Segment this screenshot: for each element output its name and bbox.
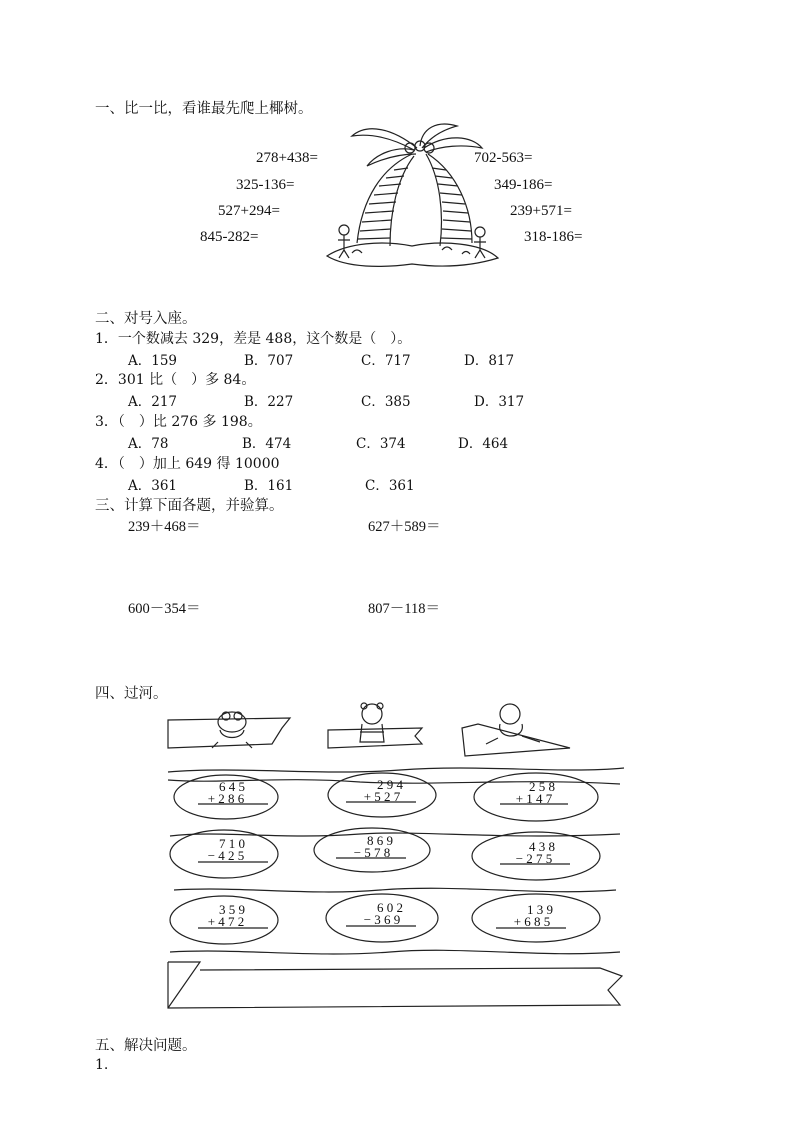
stone-7-bottom: + 4 7 2 [207, 914, 245, 929]
stone-7-top: 3 5 9 [219, 902, 245, 917]
calc-problem: 239＋468＝ [128, 519, 201, 535]
stone-2-bottom: + 5 2 7 [363, 789, 401, 804]
stone-6-top: 4 3 8 [529, 839, 555, 854]
stone-9-bottom: + 6 8 5 [513, 914, 551, 929]
question-text: 3．（ ）比 276 多 198。 [95, 414, 262, 430]
option-d: D．817 [464, 353, 515, 369]
section1-heading: 一、比一比，看谁最先爬上椰树。 [95, 101, 313, 117]
section5-heading: 五、解决问题。 [95, 1038, 197, 1054]
equation: 702-563= [474, 150, 533, 166]
option-c: C．361 [365, 478, 415, 494]
calc-problem: 807－118＝ [368, 601, 440, 617]
raft-middle [328, 728, 422, 748]
option-c: C．385 [361, 394, 411, 410]
question-text: 2．301 比（ ）多 84。 [95, 372, 256, 388]
stone-3-top: 2 5 8 [529, 779, 555, 794]
section4-heading: 四、过河。 [95, 686, 168, 702]
stone-1-bottom: + 2 8 6 [207, 791, 245, 806]
option-d: D．464 [458, 436, 509, 452]
stone-4-top: 7 1 0 [219, 836, 245, 851]
raft-right [462, 724, 570, 756]
section3-heading: 三、计算下面各题，并验算。 [95, 498, 284, 514]
problem-number: 1. [95, 1057, 109, 1073]
stone-5-top: 8 6 9 [367, 833, 393, 848]
equation: 527+294= [218, 203, 280, 219]
option-b: B．227 [244, 394, 294, 410]
option-b: B．161 [244, 478, 294, 494]
stone-8-top: 6 0 2 [377, 900, 403, 915]
option-a: A．361 [128, 478, 178, 494]
stone-6-bottom: − 2 7 5 [515, 851, 553, 866]
option-b: B．474 [242, 436, 292, 452]
option-b: B．707 [244, 353, 294, 369]
stone-1-top: 6 4 5 [219, 779, 245, 794]
option-c: C．374 [356, 436, 406, 452]
raft-left [168, 718, 290, 748]
question-text: 1．一个数减去 329，差是 488，这个数是（ ）。 [95, 331, 412, 347]
calc-problem: 627＋589＝ [368, 519, 441, 535]
option-a: A．78 [128, 436, 169, 452]
section2-heading: 二、对号入座。 [95, 311, 197, 327]
option-a: A．217 [128, 394, 178, 410]
option-d: D．317 [474, 394, 525, 410]
equation: 318-186= [524, 229, 583, 245]
stone-9-top: 1 3 9 [527, 902, 553, 917]
stone-3-bottom: + 1 4 7 [515, 791, 553, 806]
stone-4-bottom: − 4 2 5 [207, 848, 245, 863]
option-c: C．717 [361, 353, 411, 369]
stone-2-top: 2 9 4 [377, 777, 403, 792]
equation: 349-186= [494, 177, 553, 193]
option-a: A．159 [128, 353, 178, 369]
stone-5-bottom: − 5 7 8 [353, 845, 391, 860]
equation: 278+438= [256, 150, 318, 166]
equation: 239+571= [510, 203, 572, 219]
calc-problem: 600－354＝ [128, 601, 201, 617]
question-text: 4．（ ）加上 649 得 10000 [95, 456, 280, 472]
equation: 845-282= [200, 229, 259, 245]
stone-8-bottom: − 3 6 9 [363, 912, 401, 927]
river-crossing-illustration [160, 700, 632, 1012]
equation: 325-136= [236, 177, 295, 193]
palm-tree-illustration [322, 118, 502, 278]
